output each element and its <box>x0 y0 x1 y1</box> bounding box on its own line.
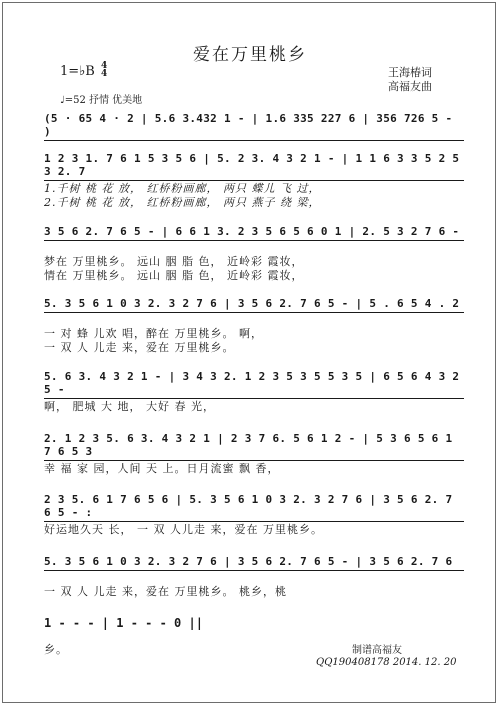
score-line-7-music: 2 3 5. 6 1 7 6 5 6 | 5. 3 5 6 1 0 3 2. 3 2 7 6 | 3 5 6 2. 7 6 5 - : <box>44 493 464 522</box>
time-signature <box>101 62 107 78</box>
score-line-5-music: 5. 6 3. 4 3 2 1 - | 3 4 3 2. 1 2 3 5 3 5 5 3 5 | 6 5 6 4 3 2 5 - <box>44 370 464 399</box>
score-line-9-music: 1 - - - | 1 - - - 0 || <box>44 616 203 630</box>
transcriber-signature: 制谱高福友 <box>352 645 402 656</box>
score-line-5-lyric: 啊， 肥城 大 地， 大好 春 光， <box>44 400 215 413</box>
score-line-2-music: 1 2 3 1. 7 6 1 5 3 5 6 | 5. 2 3. 4 3 2 1 - | 1 1 6 3 3 5 2 5 3 2. 7 <box>44 152 464 181</box>
score-line-4-lyric-1: 一 对 蜂 儿欢 唱，醉在 万里桃乡。 啊， <box>44 327 263 340</box>
score-line-8-lyric: 一 双 人 儿走 来，爱在 万里桃乡。 桃乡，桃 <box>44 585 287 598</box>
contact-date: QQ190408178 2014. 12. 20 <box>316 657 457 668</box>
tempo-marking: ♩=52 抒情 优美地 <box>60 95 143 106</box>
score-line-2-lyric-2: 2.千树 桃 花 放， 红桥粉画廊， 两只 燕子 绕 梁， <box>44 196 321 209</box>
score-line-4-music: 5. 3 5 6 1 0 3 2. 3 2 7 6 | 3 5 6 2. 7 6 5 - | 5 . 6 5 4 . 2 <box>44 297 464 313</box>
meter-bottom: 4 <box>101 69 108 79</box>
meter-top: 4 <box>101 61 108 71</box>
score-line-1-music: (5 · 65 4 · 2 | 5.6 3.432 1 - | 1.6 335 227 6 | 356 726 5 - ) <box>44 112 464 141</box>
lyricist: 王海椿词 <box>388 66 432 79</box>
score-line-9-lyric: 乡。 <box>44 643 68 656</box>
score-line-6-lyric: 幸 福 家 园，人间 天 上。日月流蜜 飘 香， <box>44 462 280 475</box>
score-line-6-music: 2. 1 2 3 5. 6 3. 4 3 2 1 | 2 3 7 6. 5 6 1 2 - | 5 3 6 5 6 1 7 6 5 3 <box>44 432 464 461</box>
credits <box>388 66 432 94</box>
score-line-8-music: 5. 3 5 6 1 0 3 2. 3 2 7 6 | 3 5 6 2. 7 6 5 - | 3 5 6 2. 7 6 <box>44 555 464 571</box>
key-signature: 1=♭B <box>60 64 95 79</box>
score-line-7-lyric: 好运地久天 长， 一 双 人儿走 来，爱在 万里桃乡。 <box>44 523 323 536</box>
score-line-2-lyric-1: 1.千树 桃 花 放， 红桥粉画廊， 两只 蝶儿 飞 过， <box>44 182 321 195</box>
song-title: 爱在万里桃乡 <box>193 45 307 65</box>
composer: 高福友曲 <box>388 80 432 93</box>
score-line-3-lyric-1: 梦在 万里桃乡。 远山 胭 脂 色， 近岭彩 霞妆， <box>44 255 304 268</box>
score-line-3-music: 3 5 6 2. 7 6 5 - | 6 6 1 3. 2 3 5 6 5 6 0 1 | 2. 5 3 2 7 6 - <box>44 225 464 241</box>
score-line-4-lyric-2: 一 双 人 儿走 来，爱在 万里桃乡。 <box>44 341 235 354</box>
score-line-3-lyric-2: 情在 万里桃乡。 远山 胭 脂 色， 近岭彩 霞妆， <box>44 269 304 282</box>
